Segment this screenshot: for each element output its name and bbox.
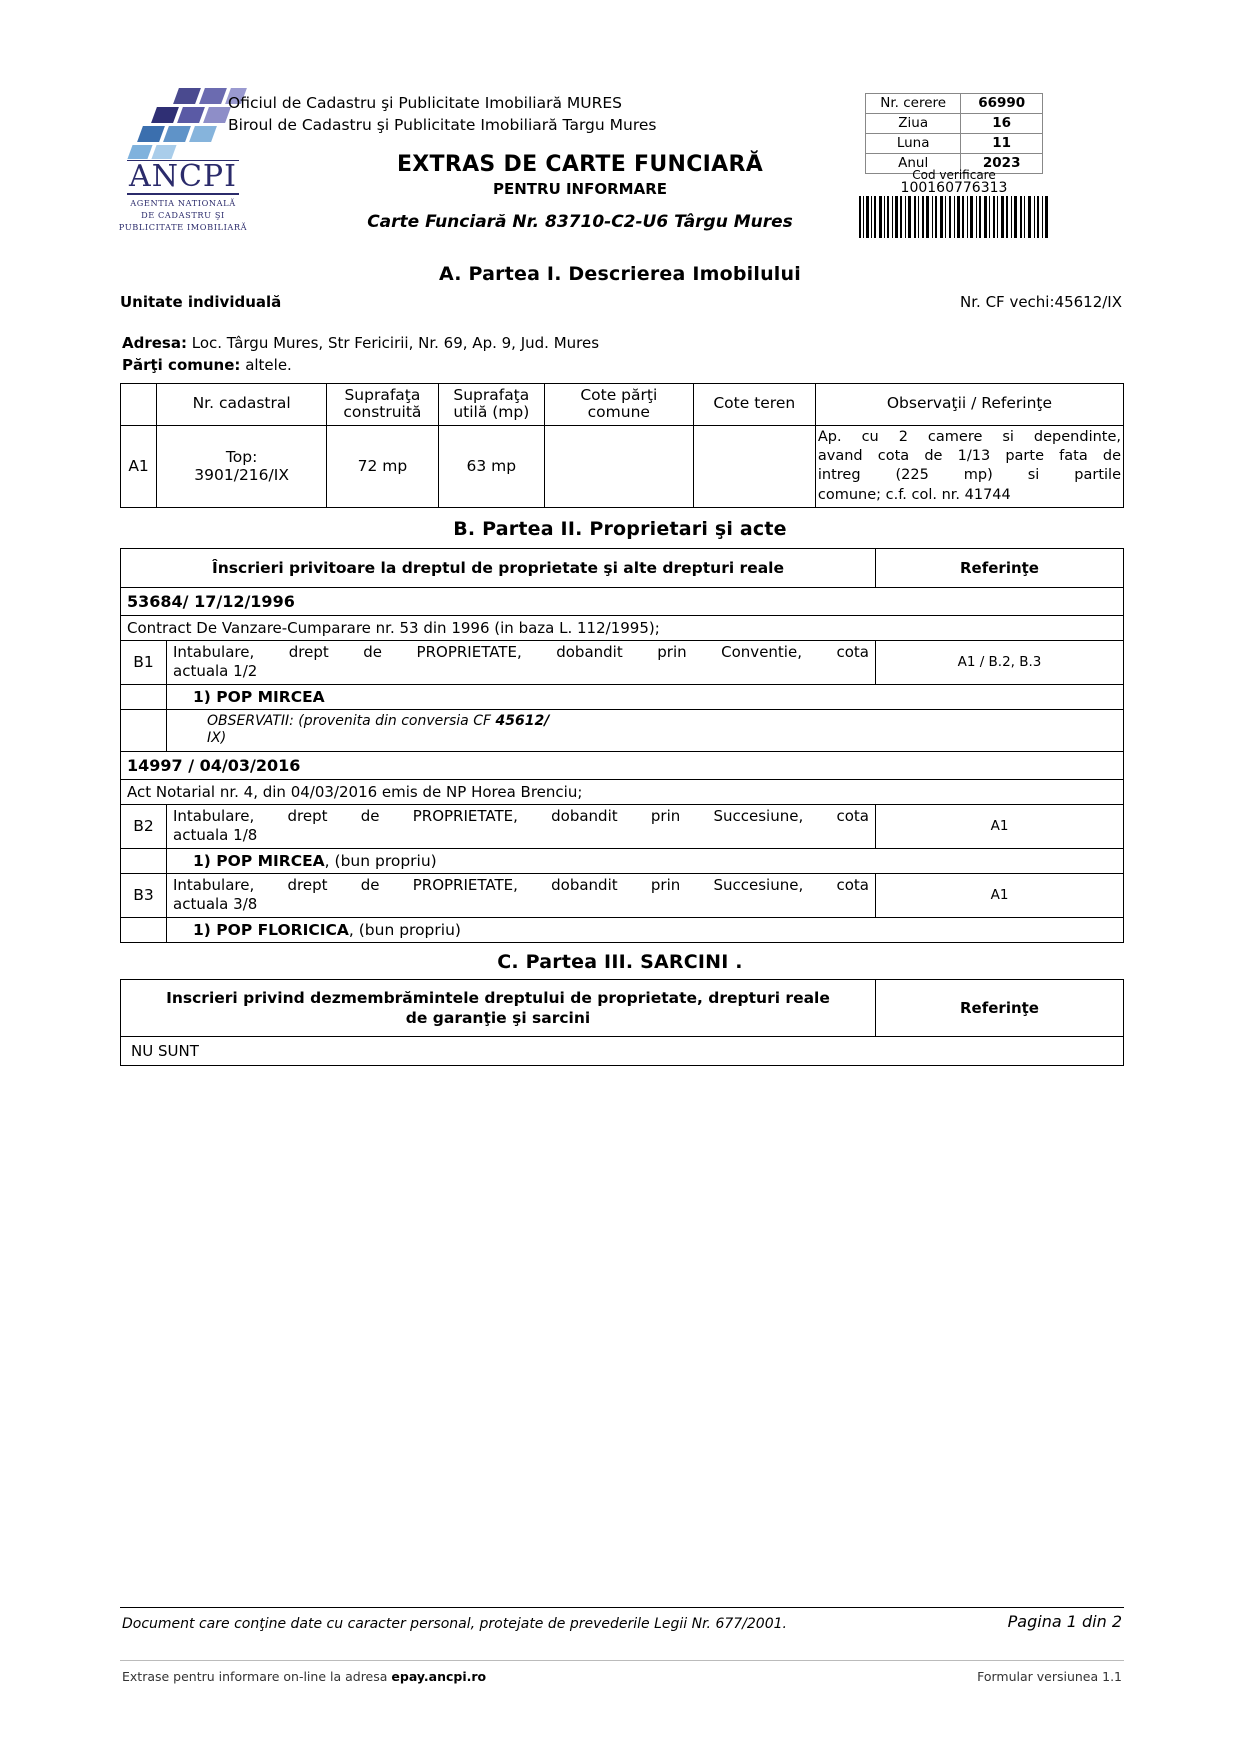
sarcini-content: NU SUNT bbox=[121, 1036, 1124, 1065]
request-label-anul: Anul bbox=[866, 154, 961, 174]
table-row bbox=[121, 1036, 1124, 1065]
obs-cf-number: 45612/ bbox=[495, 712, 550, 729]
request-label-nr-cerere: Nr. cerere bbox=[866, 94, 961, 114]
col-cote-teren: Cote teren bbox=[693, 383, 815, 426]
owner-index-spacer-b3 bbox=[121, 917, 167, 942]
document-header bbox=[0, 0, 1240, 233]
owner-number: 1) bbox=[193, 920, 211, 939]
footer-form-version: Formular versiunea 1.1 bbox=[977, 1669, 1122, 1684]
act-description-1: Contract De Vanzare-Cumparare nr. 53 din 1996 (in baza L. 112/1995); bbox=[121, 615, 1124, 640]
owner-name: POP MIRCEA bbox=[216, 687, 325, 706]
request-value-anul: 2023 bbox=[961, 154, 1043, 174]
owner-regime: , (bun propriu) bbox=[348, 920, 461, 939]
ancpi-subtitle-line3: PUBLICITATE IMOBILIARĂ bbox=[118, 222, 248, 233]
col-nr-cadastral: Nr. cadastral bbox=[157, 383, 327, 426]
owner-name: POP MIRCEA bbox=[216, 851, 325, 870]
address-value: Loc. Târgu Mures, Str Fericirii, Nr. 69, Ap. 9, Jud. Mures bbox=[191, 334, 600, 352]
owner-entry-b2-1 bbox=[167, 848, 1124, 873]
observatii-line3: intreg (225 mp) si partile bbox=[817, 467, 1121, 484]
owner-row bbox=[121, 848, 1124, 873]
request-label-luna: Luna bbox=[866, 134, 961, 154]
owner-entry-b3-1 bbox=[167, 917, 1124, 942]
address-line bbox=[122, 333, 1240, 355]
footer-online-prefix: Extrase pentru informare on-line la adresa bbox=[122, 1669, 392, 1684]
col-index bbox=[121, 383, 157, 426]
common-parts-label: Părţi comune: bbox=[122, 355, 241, 374]
request-value-nr-cerere: 66990 bbox=[961, 94, 1043, 114]
registration-number-2: 14997 / 04/03/2016 bbox=[121, 751, 1124, 779]
owners-and-acts-table bbox=[120, 548, 1124, 943]
col-sarcini-line1: Inscrieri privind dezmembrămintele dreptului de proprietate, drepturi reale bbox=[166, 988, 830, 1007]
request-value-luna: 11 bbox=[961, 134, 1043, 154]
verification-code-value: 100160776313 bbox=[900, 180, 1008, 196]
row-index-a1: A1 bbox=[121, 426, 157, 508]
barcode bbox=[858, 196, 1050, 238]
entry-index-b3: B3 bbox=[121, 873, 167, 917]
table-row bbox=[866, 134, 1043, 154]
entry-observatii-b1 bbox=[167, 709, 1124, 751]
request-info-table bbox=[865, 93, 1043, 174]
entry-body-b2 bbox=[167, 804, 876, 848]
cf-vechi-label: Nr. CF vechi:45612/IX bbox=[960, 293, 1122, 311]
col-suprafata-construita bbox=[327, 383, 439, 426]
entry-referinte-b3: A1 bbox=[876, 873, 1124, 917]
table-header-row bbox=[121, 548, 1124, 587]
entry-referinte-b1: A1 / B.2, B.3 bbox=[876, 640, 1124, 684]
col-referinte-c: Referinţe bbox=[876, 979, 1124, 1036]
col-sarcini-line2: de garanţie şi sarcini bbox=[405, 1008, 591, 1027]
col-inscrieri-sarcini bbox=[121, 979, 876, 1036]
observatii-line2: avand cota de 1/13 parte fata de bbox=[817, 448, 1121, 465]
col-sc-line2: construită bbox=[343, 403, 422, 422]
obs-prefix: OBSERVATII: (provenita din conversia CF bbox=[207, 712, 496, 729]
ancpi-subtitle-line2: DE CADASTRU ŞI bbox=[141, 209, 225, 220]
entry-body-b2-line1: Intabulare, drept de PROPRIETATE, dobandit prin Succesiune, cota bbox=[173, 806, 869, 825]
col-cpc-line2: comune bbox=[587, 403, 650, 422]
request-label-ziua: Ziua bbox=[866, 114, 961, 134]
observatii-line1: Ap. cu 2 camere si dependinte, bbox=[817, 429, 1121, 446]
cadastral-line1: Top: bbox=[225, 448, 258, 467]
part-b-title: B. Partea II. Proprietari şi acte bbox=[453, 517, 787, 540]
part-a-title: A. Partea I. Descrierea Imobilului bbox=[439, 263, 801, 285]
footer-online-link[interactable]: epay.ancpi.ro bbox=[391, 1669, 487, 1684]
owner-name: POP FLORICICA bbox=[216, 920, 349, 939]
obs-index-spacer-b1 bbox=[121, 709, 167, 751]
table-row bbox=[866, 94, 1043, 114]
col-sc-line1: Suprafaţa bbox=[344, 385, 421, 404]
table-header-row bbox=[121, 979, 1124, 1036]
table-row bbox=[866, 114, 1043, 134]
entry-body-b3-line2: actuala 3/8 bbox=[173, 895, 258, 914]
common-parts-value: altele. bbox=[245, 355, 292, 374]
office-line-2: Biroul de Cadastru şi Publicitate Imobiliară Targu Mures bbox=[228, 116, 657, 135]
table-row bbox=[121, 804, 1124, 848]
owner-row bbox=[121, 917, 1124, 942]
office-names bbox=[228, 92, 657, 137]
sarcini-table bbox=[120, 979, 1124, 1066]
obs-suffix: IX) bbox=[207, 730, 227, 747]
footer-privacy-note: Document care conţine date cu caracter personal, protejate de prevederile Legii Nr. 677/2001. bbox=[122, 1616, 787, 1632]
entry-index-b2: B2 bbox=[121, 804, 167, 848]
act-description-2: Act Notarial nr. 4, din 04/03/2016 emis de NP Horea Brenciu; bbox=[121, 779, 1124, 804]
cadastral-line2: 3901/216/IX bbox=[194, 466, 289, 485]
registration-number-1: 53684/ 17/12/1996 bbox=[121, 587, 1124, 615]
entry-body-b1-line2: actuala 1/2 bbox=[173, 662, 258, 681]
address-label: Adresa: bbox=[122, 334, 187, 352]
ancpi-wordmark: ANCPI bbox=[129, 159, 237, 194]
part-c-title: C. Partea III. SARCINI . bbox=[497, 950, 743, 973]
observatii-line4: comune; c.f. col. nr. 41744 bbox=[817, 486, 1011, 503]
footer-page-number: Pagina 1 din 2 bbox=[1007, 1612, 1122, 1631]
table-row bbox=[121, 640, 1124, 684]
document-title: EXTRAS DE CARTE FUNCIARĂ bbox=[396, 152, 764, 177]
carte-funciara-number: Carte Funciară Nr. 83710-C2-U6 Târgu Mures bbox=[367, 212, 793, 232]
cell-nr-cadastral bbox=[157, 426, 327, 508]
entry-body-b1-line1: Intabulare, drept de PROPRIETATE, dobandit prin Conventie, cota bbox=[173, 642, 869, 661]
act-row bbox=[121, 615, 1124, 640]
owner-regime: , (bun propriu) bbox=[324, 851, 437, 870]
col-observatii: Observaţii / Referinţe bbox=[815, 383, 1123, 426]
col-su-line1: Suprafaţa bbox=[453, 385, 530, 404]
owner-entry-b1-1 bbox=[167, 684, 1124, 709]
col-su-line2: utilă (mp) bbox=[453, 403, 530, 422]
document-subtitle: PENTRU INFORMARE bbox=[493, 180, 667, 198]
col-cpc-line1: Cote părţi bbox=[580, 385, 658, 404]
entry-body-b1 bbox=[167, 640, 876, 684]
entry-body-b2-line2: actuala 1/8 bbox=[173, 826, 258, 845]
common-parts-line bbox=[122, 355, 1240, 377]
ancpi-subtitle bbox=[118, 197, 248, 234]
cell-cote-teren bbox=[693, 426, 815, 508]
cell-suprafata-construita: 72 mp bbox=[327, 426, 439, 508]
owner-number: 1) bbox=[193, 687, 211, 706]
entry-index-b1: B1 bbox=[121, 640, 167, 684]
owner-index-spacer-b1 bbox=[121, 684, 167, 709]
table-row bbox=[121, 426, 1124, 508]
ancpi-subtitle-line1: AGENTIA NATIONALĂ bbox=[130, 197, 236, 208]
observation-row bbox=[121, 709, 1124, 751]
owner-number: 1) bbox=[193, 851, 211, 870]
registration-number-row bbox=[121, 587, 1124, 615]
entry-referinte-b2: A1 bbox=[876, 804, 1124, 848]
owner-index-spacer-b2 bbox=[121, 848, 167, 873]
act-row bbox=[121, 779, 1124, 804]
col-cote-parti-comune bbox=[544, 383, 693, 426]
cell-observatii bbox=[815, 426, 1123, 508]
cell-suprafata-utila: 63 mp bbox=[438, 426, 544, 508]
entry-body-b3 bbox=[167, 873, 876, 917]
unit-type-label: Unitate individuală bbox=[120, 293, 282, 311]
entry-body-b3-line1: Intabulare, drept de PROPRIETATE, dobandit prin Succesiune, cota bbox=[173, 875, 869, 894]
footer-divider bbox=[120, 1607, 1124, 1608]
table-header-row bbox=[121, 383, 1124, 426]
verification-code-label: Cod verificare bbox=[912, 168, 996, 182]
registration-number-row bbox=[121, 751, 1124, 779]
footer-divider-secondary bbox=[120, 1660, 1124, 1661]
col-referinte-b: Referinţe bbox=[876, 548, 1124, 587]
owner-row bbox=[121, 684, 1124, 709]
request-value-ziua: 16 bbox=[961, 114, 1043, 134]
table-row bbox=[121, 873, 1124, 917]
footer-online-info bbox=[122, 1669, 486, 1684]
office-line-1: Oficiul de Cadastru şi Publicitate Imobiliară MURES bbox=[228, 94, 623, 112]
cell-cote-parti-comune bbox=[544, 426, 693, 508]
property-description-table bbox=[120, 383, 1124, 508]
col-inscrieri-proprietate: Înscrieri privitoare la dreptul de proprietate şi alte drepturi reale bbox=[121, 548, 876, 587]
col-suprafata-utila bbox=[438, 383, 544, 426]
address-block bbox=[122, 333, 1240, 377]
